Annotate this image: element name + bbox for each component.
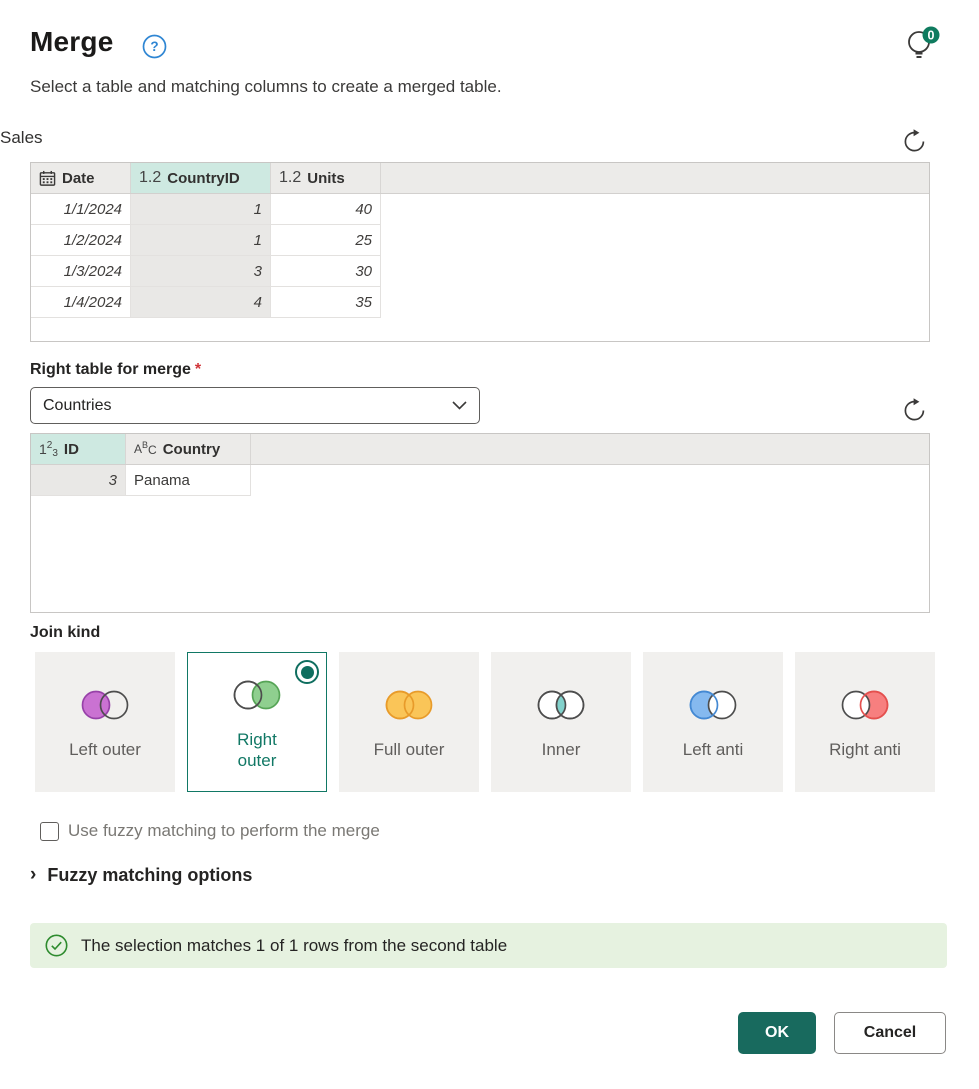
column-header-filler bbox=[251, 434, 929, 464]
left-table-name: Sales bbox=[0, 128, 43, 147]
success-check-icon bbox=[45, 934, 68, 957]
right-table-label: Right table for merge * bbox=[30, 361, 202, 378]
table-row bbox=[31, 225, 929, 256]
chevron-down-icon bbox=[452, 401, 467, 410]
join-option-label: Right outer bbox=[237, 729, 277, 770]
join-option-label: Inner bbox=[541, 740, 581, 760]
table-row bbox=[31, 465, 929, 496]
ok-button[interactable]: OK bbox=[738, 1012, 816, 1054]
join-option-label: Right anti bbox=[829, 740, 901, 760]
join-option-label: Full outer bbox=[373, 740, 445, 760]
dropdown-value: Countries bbox=[43, 396, 112, 414]
column-header-label: ID bbox=[63, 440, 79, 458]
table-row bbox=[31, 194, 929, 225]
column-header-countryid[interactable] bbox=[131, 163, 271, 193]
match-status-banner bbox=[30, 923, 947, 968]
full-outer-venn-icon bbox=[376, 683, 442, 727]
join-option-label: Left anti bbox=[682, 740, 744, 760]
cell-countryid: 1 bbox=[131, 225, 271, 256]
join-option-left-outer[interactable] bbox=[35, 652, 175, 792]
dialog-subtitle: Select a table and matching columns to create a merged table. bbox=[30, 77, 502, 96]
match-status-message: The selection matches 1 of 1 rows from the second table bbox=[81, 935, 508, 955]
right-table-dropdown[interactable] bbox=[30, 387, 480, 424]
column-header-country[interactable] bbox=[126, 434, 251, 464]
left-outer-venn-icon bbox=[72, 683, 138, 727]
column-header-label: Units bbox=[307, 169, 345, 187]
cell-country: Panama bbox=[126, 465, 251, 496]
cell-countryid: 4 bbox=[131, 287, 271, 318]
right-outer-venn-icon bbox=[224, 673, 290, 717]
chevron-right-icon: › bbox=[30, 864, 37, 885]
page-title: Merge bbox=[30, 26, 114, 57]
cell-date: 1/4/2024 bbox=[31, 287, 131, 318]
table-row bbox=[31, 287, 929, 318]
cell-units: 40 bbox=[271, 194, 381, 225]
column-header-label: Country bbox=[162, 440, 221, 458]
fuzzy-matching-checkbox[interactable] bbox=[40, 822, 59, 841]
refresh-right-table-icon[interactable] bbox=[901, 397, 928, 424]
join-option-label: Left outer bbox=[69, 740, 141, 760]
column-header-units[interactable] bbox=[271, 163, 381, 193]
column-header-label: Date bbox=[62, 169, 95, 187]
cell-date: 1/3/2024 bbox=[31, 256, 131, 287]
help-icon[interactable] bbox=[142, 34, 167, 59]
fuzzy-matching-checkbox-row[interactable] bbox=[40, 821, 380, 841]
decimal-number-type-icon: 1.2 bbox=[139, 169, 162, 186]
join-kind-options bbox=[35, 652, 935, 792]
idea-count-badge: 0 bbox=[927, 28, 935, 43]
right-anti-venn-icon bbox=[832, 683, 898, 727]
inner-venn-icon bbox=[528, 683, 594, 727]
lightbulb-ideas-icon[interactable] bbox=[903, 25, 947, 67]
right-table-header-row bbox=[31, 434, 929, 465]
left-table-preview bbox=[30, 162, 930, 342]
cell-units: 30 bbox=[271, 256, 381, 287]
cell-id: 3 bbox=[31, 465, 126, 496]
cell-date: 1/1/2024 bbox=[31, 194, 131, 225]
join-kind-label: Join kind bbox=[30, 624, 101, 641]
fuzzy-matching-checkbox-label: Use fuzzy matching to perform the merge bbox=[68, 821, 380, 840]
join-option-full-outer[interactable] bbox=[339, 652, 479, 792]
column-header-date[interactable] bbox=[31, 163, 131, 193]
fuzzy-matching-options-label: Fuzzy matching options bbox=[47, 865, 253, 885]
svg-text:?: ? bbox=[150, 39, 159, 55]
column-header-id[interactable] bbox=[31, 434, 126, 464]
right-table-preview bbox=[30, 433, 930, 613]
join-option-right-anti[interactable] bbox=[795, 652, 935, 792]
fuzzy-matching-options-expander[interactable] bbox=[30, 865, 252, 886]
cell-date: 1/2/2024 bbox=[31, 225, 131, 256]
join-option-inner[interactable] bbox=[491, 652, 631, 792]
join-option-left-anti[interactable] bbox=[643, 652, 783, 792]
decimal-number-type-icon: 1.2 bbox=[279, 169, 302, 186]
cell-units: 35 bbox=[271, 287, 381, 318]
text-type-icon: $A^BC$ bbox=[134, 440, 157, 457]
cell-countryid: 1 bbox=[131, 194, 271, 225]
column-header-label: CountryID bbox=[167, 169, 240, 187]
whole-number-type-icon: $1^23$ bbox=[39, 439, 58, 459]
required-marker: * bbox=[194, 361, 202, 378]
left-table-header-row bbox=[31, 163, 929, 194]
join-option-right-outer[interactable] bbox=[187, 652, 327, 792]
refresh-left-table-icon[interactable] bbox=[901, 128, 928, 155]
table-row bbox=[31, 256, 929, 287]
selected-radio-icon bbox=[295, 660, 319, 684]
cell-countryid: 3 bbox=[131, 256, 271, 287]
cancel-button[interactable]: Cancel bbox=[834, 1012, 946, 1054]
cell-units: 25 bbox=[271, 225, 381, 256]
column-header-filler bbox=[381, 163, 929, 193]
date-type-icon bbox=[39, 170, 56, 187]
left-anti-venn-icon bbox=[680, 683, 746, 727]
